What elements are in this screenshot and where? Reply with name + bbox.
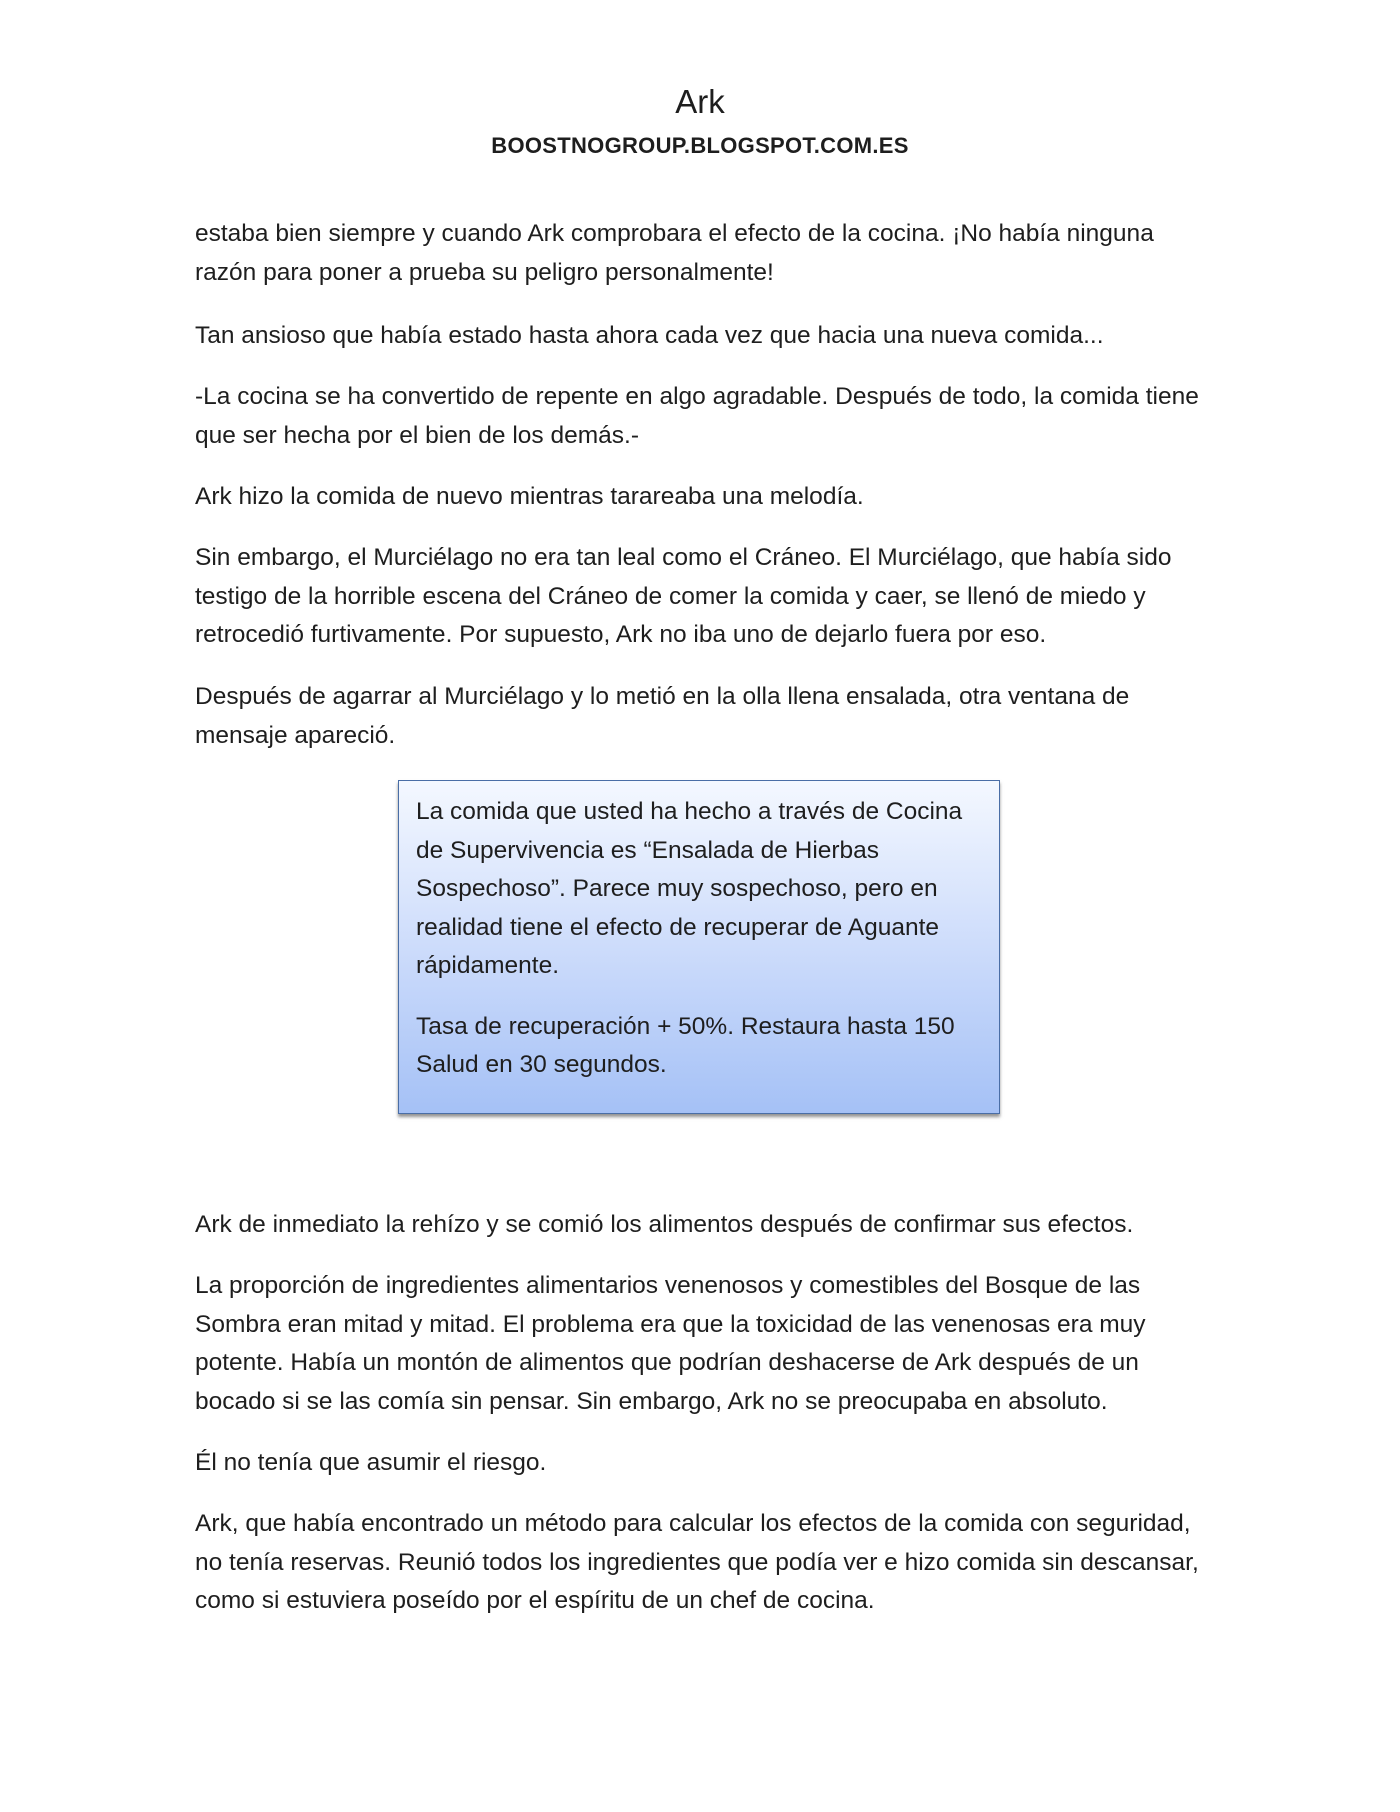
page-title: Ark [675, 83, 725, 120]
paragraph: Sin embargo, el Murciélago no era tan leal como el Cráneo. El Murciélago, que había sido testigo de la horrible escena del Cráneo de comer la comida y caer, se llenó de miedo y retrocedió furtivamente. Por supuesto, Ark no iba uno de dejarlo fuera por eso. [195, 544, 1172, 648]
message-stats: Tasa de recuperación + 50%. Restaura hasta 150 Salud en 30 segundos. [416, 1012, 955, 1078]
paragraph: Ark, que había encontrado un método para calcular los efectos de la comida con seguridad, no tenía reservas. Reunió todos los ingredientes que podía ver e hizo comida sin descansar, como si estuviera poseído por el espíritu de un chef de cocina. [195, 1510, 1199, 1614]
paragraph: Ark de inmediato la rehízo y se comió los alimentos después de confirmar sus efectos. [195, 1211, 1134, 1238]
paragraph: estaba bien siempre y cuando Ark comprobara el efecto de la cocina. ¡No había ninguna razón para poner a prueba su peligro personalmente! [195, 220, 1154, 286]
paragraph: La proporción de ingredientes alimentarios venenosos y comestibles del Bosque de las Sombra eran mitad y mitad. El problema era que la toxicidad de las venenosas era muy potente. Había un montón de alimentos que podrían deshacerse de Ark después de un bocado si se las comía sin pensar. Sin embargo, Ark no se preocupaba en absoluto. [195, 1272, 1146, 1415]
paragraph: Ark hizo la comida de nuevo mientras tarareaba una melodía. [195, 483, 864, 510]
paragraph: -La cocina se ha convertido de repente en algo agradable. Después de todo, la comida tiene que ser hecha por el bien de los demás.- [195, 383, 1199, 449]
system-message-box [398, 780, 1000, 1114]
paragraph: Tan ansioso que había estado hasta ahora cada vez que hacia una nueva comida... [195, 322, 1104, 349]
paragraph: Él no tenía que asumir el riesgo. [195, 1449, 547, 1476]
message-text: La comida que usted ha hecho a través de Cocina de Supervivencia es “Ensalada de Hierbas Sospechoso”. Parece muy sospechoso, pero en realidad tiene el efecto de recuperar de Aguante rápidamente. [416, 798, 963, 979]
paragraph: Después de agarrar al Murciélago y lo metió en la olla llena ensalada, otra ventana de mensaje apareció. [195, 683, 1130, 749]
site-url: BOOSTNOGROUP.BLOGSPOT.COM.ES [491, 133, 909, 158]
page-header [0, 82, 1400, 160]
